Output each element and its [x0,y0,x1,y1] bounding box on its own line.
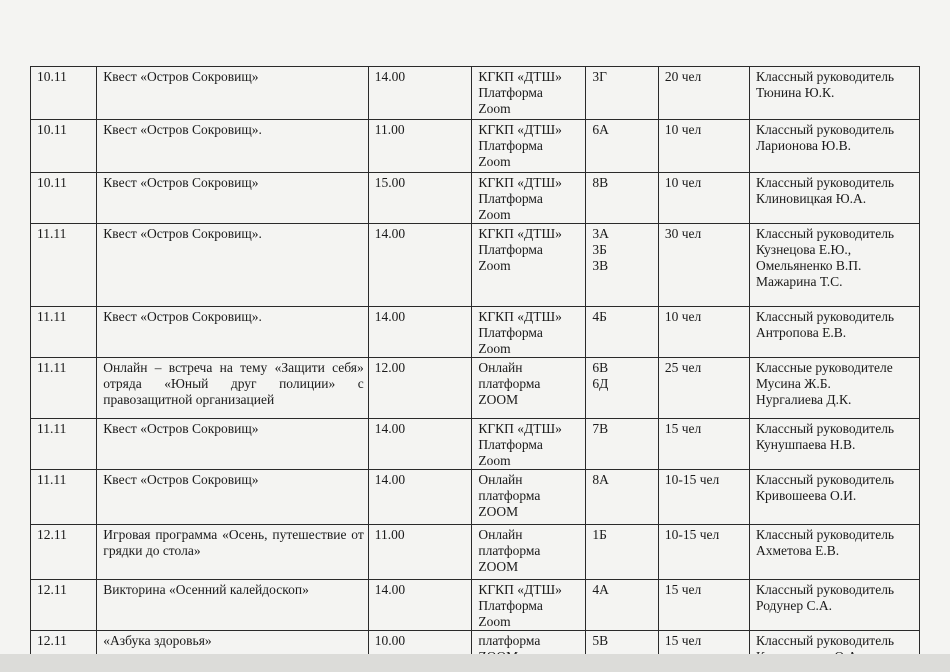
count-cell: 15 чел [658,631,749,666]
event-cell: Квест «Остров Сокровищ» [97,173,368,224]
class-cell: 8А [586,470,659,525]
table-row [31,120,920,173]
place-cell: КГКП «ДТШ» Платформа Zoom [472,224,586,307]
place-cell: КГКП «ДТШ» Платформа Zoom [472,419,586,470]
responsible-cell: Классный руководитель Кунушпаева Н.В. [750,419,920,470]
time-cell: 14.00 [368,307,472,358]
responsible-cell: Классный руководитель [750,631,920,666]
time-cell: 12.00 [368,358,472,419]
class-cell: 6В 6Д [586,358,659,419]
date-cell: 11.11 [31,358,97,419]
count-cell: 10-15 чел [658,470,749,525]
responsible-cell: Классный руководитель Кривошеева О.И. [750,470,920,525]
table-row [31,580,920,631]
date-cell: 10.11 [31,67,97,120]
count-cell: 20 чел [658,67,749,120]
place-cell: КГКП «ДТШ» Платформа Zoom [472,307,586,358]
event-cell: Квест «Остров Сокровищ» [97,470,368,525]
place-cell: Онлайн платформа ZOOM [472,358,586,419]
count-cell: 25 чел [658,358,749,419]
scan-bottom-edge [0,654,950,672]
event-cell: Квест «Остров Сокровищ» [97,67,368,120]
time-cell: 14.00 [368,470,472,525]
responsible-cell: Классный руководитель Антропова Е.В. [750,307,920,358]
time-cell: 14.00 [368,67,472,120]
table-row [31,419,920,470]
class-cell: 3А 3Б 3В [586,224,659,307]
event-cell: Квест «Остров Сокровищ» [97,419,368,470]
time-cell: 10.00 [368,631,472,666]
responsible-cell: Классный руководитель Ахметова Е.В. [750,525,920,580]
table-row [31,470,920,525]
schedule-table [30,66,920,666]
place-cell: платформа [472,631,586,666]
table-row [31,67,920,120]
event-cell: Викторина «Осенний калейдоскоп» [97,580,368,631]
date-cell: 12.11 [31,525,97,580]
count-cell: 10 чел [658,307,749,358]
event-cell: Квест «Остров Сокровищ». [97,307,368,358]
time-cell: 11.00 [368,525,472,580]
class-cell: 4Б [586,307,659,358]
place-cell: КГКП «ДТШ» Платформа Zoom [472,173,586,224]
event-cell: «Азбука здоровья» [97,631,368,666]
class-cell: 8В [586,173,659,224]
count-cell: 10-15 чел [658,525,749,580]
table-row [31,307,920,358]
place-cell: КГКП «ДТШ» Платформа Zoom [472,580,586,631]
date-cell: 12.11 [31,580,97,631]
time-cell: 11.00 [368,120,472,173]
class-cell: 4А [586,580,659,631]
time-cell: 14.00 [368,224,472,307]
class-cell: 1Б [586,525,659,580]
table-row [31,173,920,224]
event-cell: Квест «Остров Сокровищ». [97,120,368,173]
date-cell: 10.11 [31,120,97,173]
count-cell: 15 чел [658,580,749,631]
count-cell: 10 чел [658,120,749,173]
responsible-cell: Классные руководителе Мусина Ж.Б. Нургалиева Д.К. [750,358,920,419]
event-cell: Игровая программа «Осень, путешествие от грядки до стола» [97,525,368,580]
table-row [31,224,920,307]
time-cell: 14.00 [368,419,472,470]
count-cell: 15 чел [658,419,749,470]
class-cell: 3Г [586,67,659,120]
date-cell: 11.11 [31,470,97,525]
responsible-cell: Классный руководитель Родунер С.А. [750,580,920,631]
place-cell: Онлайн платформа ZOOM [472,525,586,580]
date-cell: 11.11 [31,307,97,358]
count-cell: 10 чел [658,173,749,224]
place-cell: КГКП «ДТШ» Платформа Zoom [472,120,586,173]
date-cell: 12.11 [31,631,97,666]
table-row [31,358,920,419]
date-cell: 11.11 [31,224,97,307]
responsible-cell: Классный руководитель Тюнина Ю.К. [750,67,920,120]
count-cell: 30 чел [658,224,749,307]
event-cell: Квест «Остров Сокровищ». [97,224,368,307]
table-row [31,525,920,580]
responsible-cell: Классный руководитель Кузнецова Е.Ю., Омельяненко В.П. Мажарина Т.С. [750,224,920,307]
place-cell: Онлайн платформа ZOOM [472,470,586,525]
time-cell: 15.00 [368,173,472,224]
place-cell: КГКП «ДТШ» Платформа Zoom [472,67,586,120]
date-cell: 10.11 [31,173,97,224]
class-cell: 5В [586,631,659,666]
event-cell: Онлайн – встреча на тему «Защити себя» отряда «Юный друг полиции» с правозащитной организацией [97,358,368,419]
class-cell: 6А [586,120,659,173]
responsible-cell: Классный руководитель Ларионова Ю.В. [750,120,920,173]
class-cell: 7В [586,419,659,470]
date-cell: 11.11 [31,419,97,470]
responsible-cell: Классный руководитель Клиновицкая Ю.А. [750,173,920,224]
time-cell: 14.00 [368,580,472,631]
